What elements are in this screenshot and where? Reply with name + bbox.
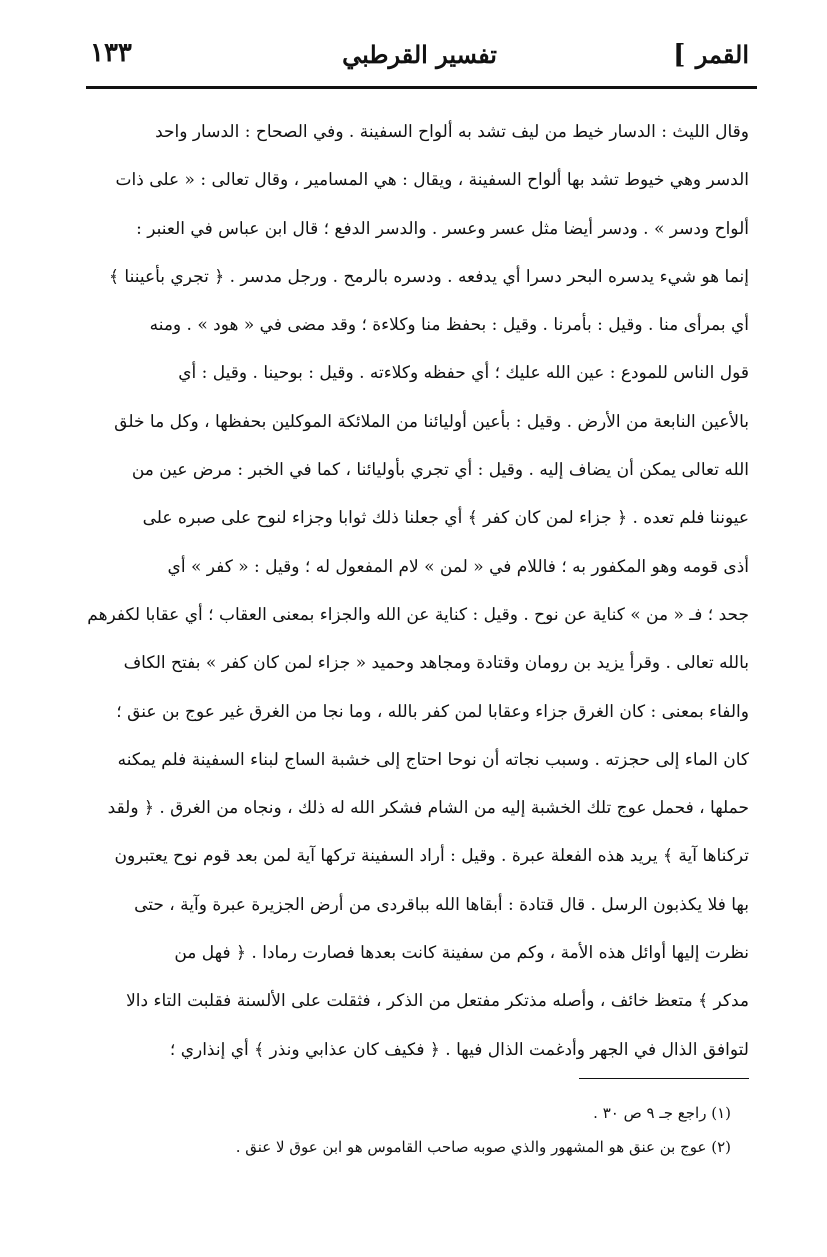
text-line: الدسر وهي خيوط تشد بها ألواح السفينة ، ويقال : هي المسامير ، وقال تعالى : « على ذات (115, 170, 749, 191)
surah-name: القمر (695, 40, 749, 69)
footnotes (86, 1096, 731, 1164)
text-line: لتوافق الذال في الجهر وأدغمت الذال فيها . ﴿ فكيف كان عذابي ونذر ﴾ أي إنذاري ؛ (169, 1039, 749, 1060)
text-line: والفاء بمعنى : كان الغرق جزاء وعقابا لمن كفر بالله ، وما نجا من الغرق غير عوج بن عنق ؛ (116, 701, 749, 722)
text-line: بالله تعالى . وقرأ يزيد بن رومان وقتادة ومجاهد وحميد « جزاء لمن كان كفر » بفتح الكاف (123, 653, 749, 674)
header-divider (86, 86, 757, 89)
page-header (90, 34, 749, 86)
text-line: أي بمرأى منا . وقيل : بأمرنا . وقيل : بحفظ منا وكلاءة ؛ وقد مضى في « هود » . ومنه (149, 315, 749, 336)
text-line: حملها ، فحمل عوج تلك الخشبة إليه من الشام فشكر الله له ذلك ، ونجاه من الغرق . ﴿ ولقد (107, 798, 749, 819)
book-title: تفسير القرطبي (342, 40, 497, 69)
text-line: مدكر ﴾ متعظ خائف ، وأصله مذتكر مفتعل من الذكر ، فثقلت على الألسنة فقلبت التاء دالا (126, 991, 749, 1012)
footnote-2: (٢) عوج بن عنق هو المشهور والذي صوبه صاحب القاموس هو ابن عوق لا عنق . (235, 1138, 731, 1156)
text-line: نظرت إليها أوائل هذه الأمة ، وكم من سفينة كانت بعدها فصارت رمادا . ﴿ فهل من (174, 943, 749, 964)
text-line: أذى قومه وهو المكفور به ؛ فاللام في « لمن » لام المفعول له ؛ وقيل : « كفر » أي (167, 556, 749, 577)
footnote-1: (١) راجع جـ ٩ ص ٣٠ . (593, 1104, 731, 1122)
page-number: ١٣٣ (90, 38, 132, 68)
text-line: الله تعالى يمكن أن يضاف إليه . وقيل : أي تجري بأوليائنا ، كما في الخبر : مرض عين من (131, 460, 749, 481)
main-text (86, 108, 749, 1074)
text-line: عيوننا فلم تعده . ﴿ جزاء لمن كان كفر ﴾ أي جعلنا ذلك ثوابا وجزاء لنوح على صبره على (142, 508, 749, 529)
header-bracket: ] (673, 40, 686, 70)
text-line: بالأعين النابعة من الأرض . وقيل : بأعين أوليائنا من الملائكة الموكلين بحفظها ، وكل ما خلق (114, 411, 749, 432)
text-line: إنما هو شيء يدسره البحر دسرا أي يدفعه . ودسره بالرمح . ورجل مدسر . ﴿ تجري بأعيننا ﴾ (109, 266, 749, 287)
text-line: وقال الليث : الدسار خيط من ليف تشد به ألواح السفينة . وفي الصحاح : الدسار واحد (155, 122, 749, 142)
text-line: ألواح ودسر » . ودسر أيضا مثل عسر وعسر . والدسر الدفع ؛ قال ابن عباس في العنبر : (136, 218, 749, 239)
text-line: تركناها آية ﴾ يريد هذه الفعلة عبرة . وقيل : أراد السفينة تركها آية لمن بعد قوم نوح يعتبرون (114, 846, 749, 867)
text-line: كان الماء إلى حجزته . وسبب نجاته أن نوحا احتاج إلى خشبة الساج لبناء السفينة فلم يمكنه (117, 749, 749, 770)
text-line: قول الناس للمودع : عين الله عليك ؛ أي حفظه وكلاءته . وقيل : بوحينا . وقيل : أي (178, 363, 749, 384)
text-line: جحد ؛ فـ « من » كناية عن نوح . وقيل : كناية عن الله والجزاء بمعنى العقاب ؛ أي عقابا لكفرهم (87, 604, 749, 625)
text-line: بها فلا يكذبون الرسل . قال قتادة : أبقاها الله بباقردى من أرض الجزيرة عبرة وآية ، حتى (134, 894, 749, 915)
footnote-divider (579, 1078, 749, 1079)
